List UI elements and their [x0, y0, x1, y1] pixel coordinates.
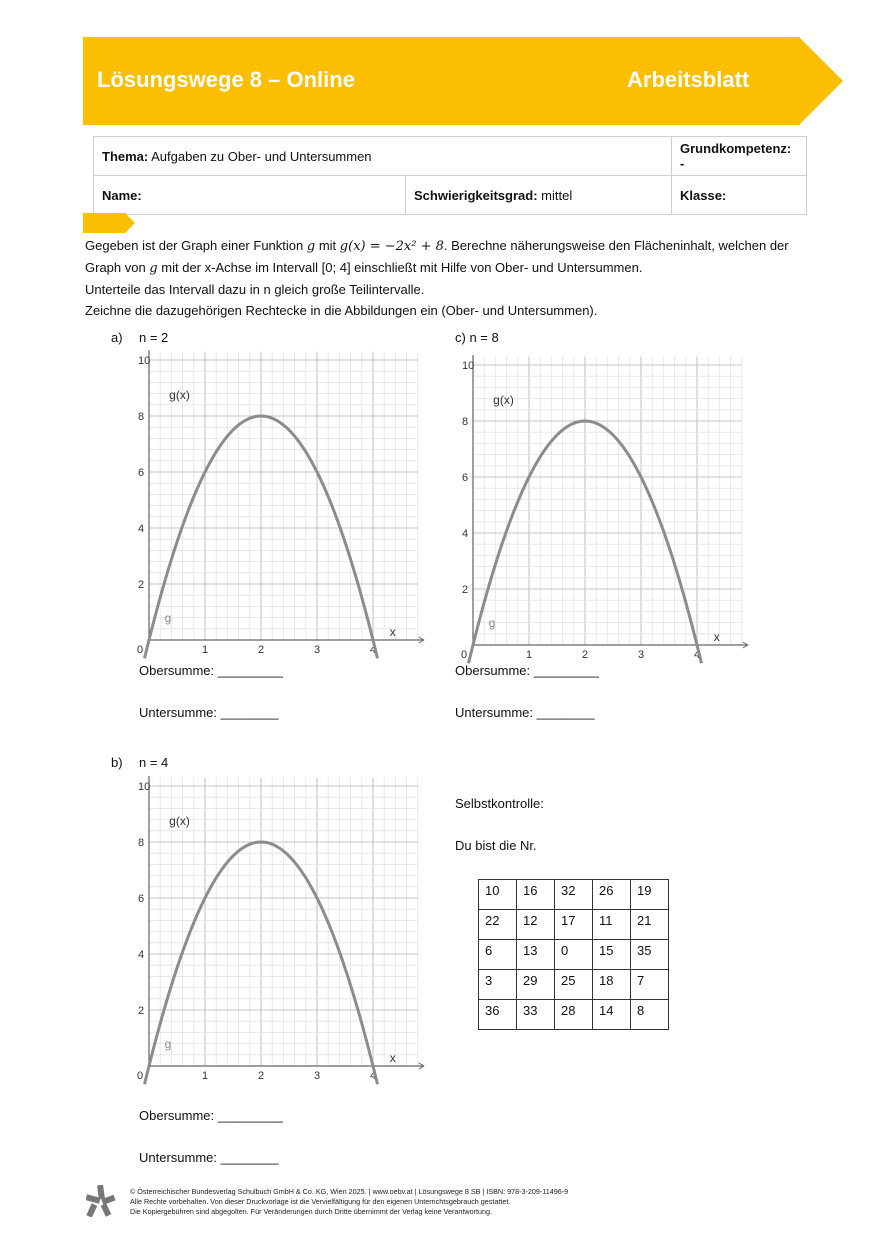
y-tick-label: 6 — [138, 893, 145, 905]
self-cell: 29 — [517, 970, 555, 1000]
header-title: Lösungswege 8 – Online — [97, 67, 355, 92]
curve-label: g(x) — [169, 388, 190, 403]
x-axis-label: x — [389, 1050, 396, 1065]
task-line-1a: Gegeben ist der Graph einer Funktion — [85, 238, 304, 253]
self-cell: 13 — [517, 940, 555, 970]
footer-line-3: Die Kopiergebühren sind abgegolten. Für Veränderungen durch Dritte übernimmt der Verlag keine Verantwortung. — [130, 1207, 492, 1216]
task-line-2b: mit der x-Achse im Intervall [0; 4] einschließt mit Hilfe von Ober- und Untersummen. — [161, 260, 643, 275]
x-tick-label: 2 — [258, 1070, 265, 1082]
self-cell: 32 — [555, 880, 593, 910]
self-row — [479, 880, 669, 910]
x-tick-label: 0 — [137, 1070, 144, 1082]
self-cell: 12 — [517, 910, 555, 940]
untersumme-b: Untersumme: ________ — [139, 1150, 279, 1165]
self-cell: 36 — [479, 1000, 517, 1030]
self-cell: 22 — [479, 910, 517, 940]
x-tick-label: 1 — [202, 1070, 209, 1082]
x-tick-label: 1 — [202, 644, 209, 656]
part-a-label: a) — [111, 330, 123, 345]
untersumme-c: Untersumme: ________ — [455, 705, 595, 720]
obersumme-a: Obersumme: _________ — [139, 663, 283, 678]
y-tick-label: 4 — [462, 528, 469, 540]
graph-b — [135, 776, 427, 1088]
schwierigkeit-label: Schwierigkeitsgrad: — [414, 187, 538, 203]
grundkompetenz-label: Grundkompetenz: — [680, 141, 792, 156]
name-label: Name: — [102, 187, 142, 203]
y-tick-label: 8 — [138, 837, 145, 849]
x-tick-label: 3 — [638, 649, 645, 661]
self-cell: 19 — [631, 880, 669, 910]
task-line-1b: . Berechne näherungsweise den Flächeninhalt, welchen der — [443, 238, 789, 253]
info-table — [93, 136, 807, 215]
y-tick-label: 2 — [138, 579, 145, 591]
footer-text — [130, 1187, 568, 1217]
self-cell: 15 — [593, 940, 631, 970]
klasse-cell — [672, 176, 807, 215]
self-cell: 14 — [593, 1000, 631, 1030]
y-tick-label: 10 — [138, 355, 151, 367]
part-c-label: c) n = 8 — [455, 330, 499, 345]
x-tick-label: 0 — [137, 644, 144, 656]
y-tick-label: 8 — [462, 416, 469, 428]
self-cell: 16 — [517, 880, 555, 910]
self-cell: 33 — [517, 1000, 555, 1030]
self-cell: 18 — [593, 970, 631, 1000]
thema-value: Aufgaben zu Ober- und Untersummen — [151, 148, 372, 164]
task-text — [85, 235, 805, 321]
part-b-label: b) — [111, 755, 123, 770]
x-tick-label: 2 — [582, 649, 589, 661]
self-cell: 25 — [555, 970, 593, 1000]
untersumme-a: Untersumme: ________ — [139, 705, 279, 720]
y-tick-label: 6 — [462, 472, 469, 484]
y-tick-label: 2 — [138, 1005, 145, 1017]
name-cell — [94, 176, 406, 215]
self-cell: 26 — [593, 880, 631, 910]
schwierigkeit-value: mittel — [541, 187, 573, 203]
curve-label: g(x) — [493, 393, 514, 408]
obersumme-b: Obersumme: _________ — [139, 1108, 283, 1123]
task-line-4: Zeichne die dazugehörigen Rechtecke in die Abbildungen ein (Ober- und Untersummen). — [85, 303, 598, 318]
y-tick-label: 8 — [138, 411, 145, 423]
graph-c — [459, 355, 751, 667]
x-tick-label: 3 — [314, 1070, 321, 1082]
selbstkontrolle-table — [478, 879, 669, 1030]
func-formula: g(x) = −2x² + 8 — [339, 239, 444, 254]
task-line-1 — [85, 235, 805, 257]
grundkompetenz-value: - — [680, 156, 685, 171]
func-name: g — [306, 239, 316, 254]
selbstkontrolle-title: Selbstkontrolle: — [455, 796, 544, 811]
header-banner — [83, 37, 843, 125]
x-tick-label: 0 — [461, 649, 468, 661]
self-cell: 11 — [593, 910, 631, 940]
self-row — [479, 970, 669, 1000]
y-tick-label: 10 — [462, 360, 475, 372]
x-tick-label: 4 — [694, 649, 701, 661]
self-row — [479, 940, 669, 970]
y-tick-label: 4 — [138, 949, 145, 961]
self-cell: 6 — [479, 940, 517, 970]
task-mit: mit — [318, 238, 337, 253]
publisher-logo-icon — [86, 1185, 116, 1217]
part-a-n: n = 2 — [139, 330, 169, 345]
x-tick-label: 1 — [526, 649, 533, 661]
y-tick-label: 2 — [462, 584, 469, 596]
self-cell: 8 — [631, 1000, 669, 1030]
graph-a — [135, 350, 427, 662]
task-line-2 — [85, 257, 805, 279]
task-line-2a: Graph von — [85, 260, 146, 275]
x-axis-label: x — [713, 629, 720, 644]
klasse-label: Klasse: — [680, 187, 727, 203]
footer-line-2: Alle Rechte vorbehalten. Von dieser Druckvorlage ist die Vervielfältigung für den eigenen Unterrichtsgebrauch gestattet. — [130, 1197, 511, 1206]
self-cell: 28 — [555, 1000, 593, 1030]
obersumme-c: Obersumme: _________ — [455, 663, 599, 678]
graph-g-label: g — [164, 1036, 172, 1051]
footer-line-1: © Österreichischer Bundesverlag Schulbuch GmbH & Co. KG, Wien 2025. | www.oebv.at | Lösungswege 8 SB | ISBN: 978-3-209-11496-9 — [130, 1187, 569, 1196]
curve-label: g(x) — [169, 814, 190, 829]
selbstkontrolle-subtitle: Du bist die Nr. — [455, 838, 537, 853]
thema-label: Thema: — [102, 148, 149, 164]
y-tick-label: 4 — [138, 523, 145, 535]
part-b-n: n = 4 — [139, 755, 169, 770]
x-tick-label: 2 — [258, 644, 265, 656]
x-tick-label: 4 — [370, 644, 377, 656]
self-cell: 35 — [631, 940, 669, 970]
schwierigkeit-cell — [406, 176, 672, 215]
y-tick-label: 6 — [138, 467, 145, 479]
self-cell: 21 — [631, 910, 669, 940]
section-tag-shape — [83, 213, 135, 233]
self-row — [479, 910, 669, 940]
header-doc-type: Arbeitsblatt — [627, 67, 750, 92]
section-tag — [83, 213, 137, 233]
thema-cell — [94, 137, 672, 176]
self-cell: 3 — [479, 970, 517, 1000]
self-cell: 0 — [555, 940, 593, 970]
x-axis-label: x — [389, 624, 396, 639]
self-cell: 10 — [479, 880, 517, 910]
task-line-3: Unterteile das Intervall dazu in n gleich große Teilintervalle. — [85, 282, 425, 297]
func-name-2: g — [149, 261, 158, 276]
self-cell: 17 — [555, 910, 593, 940]
self-cell: 7 — [631, 970, 669, 1000]
grundkompetenz-cell — [672, 137, 807, 176]
y-tick-label: 10 — [138, 781, 151, 793]
graph-g-label: g — [164, 610, 172, 625]
self-row — [479, 1000, 669, 1030]
graph-g-label: g — [488, 615, 496, 630]
x-tick-label: 3 — [314, 644, 321, 656]
x-tick-label: 4 — [370, 1070, 377, 1082]
